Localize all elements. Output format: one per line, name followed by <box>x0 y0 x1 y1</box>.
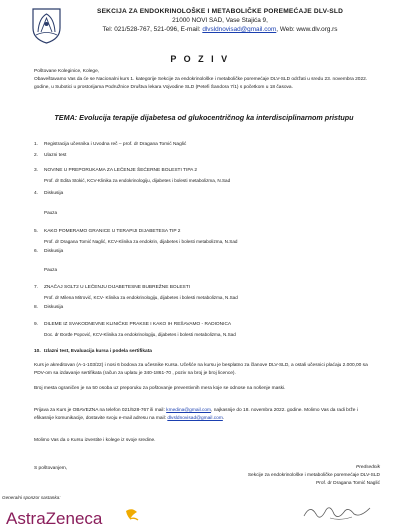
organization-contact <box>70 25 370 34</box>
item-number: 4. <box>34 191 39 196</box>
society-emblem-icon <box>30 6 63 44</box>
closing-note: Molimo Vas da o Kursu izvestite i kolege iz svoje sredine. <box>34 438 156 443</box>
signer-organization: Sekcije za endokrinološke i metaboličke poremećaje DLV-SLD <box>247 472 380 478</box>
handwritten-signature-icon <box>300 500 375 524</box>
greeting: Poštovane Koleginice, Kolege, <box>34 69 100 74</box>
course-topic: TEMA: Evolucija terapije dijabetesa od glukocentričnog ka interdisciplinarnom pristupu <box>54 113 354 122</box>
organization-name: SEKCIJA ZA ENDOKRINOLOŠKE I METABOLIČKE POREMEĆAJE DLV-SLD <box>96 8 344 15</box>
contact-prefix: Tel: 021/528-767, 521-096, E-mail: <box>102 26 203 33</box>
item-title: Registracija učesnika i Uvodna reč – prof. dr Dragana Tomić Naglić <box>44 142 187 147</box>
society-email-link[interactable]: dlvsldnovisad@gmail.com <box>167 415 223 421</box>
registration-email-link[interactable]: kmedina@gmail.com <box>166 408 212 413</box>
registration-end: . <box>222 415 225 421</box>
item-number: 10. <box>34 349 41 354</box>
capacity-paragraph: Broj mesta ograničen je na 50 osoba uz preporuku za poštovanje preventivnih mera koje se odnose na nošenje maski. <box>34 386 286 391</box>
registration-deadline-text: , najkasnije do 18. novembra 2022. godine. Molimo Vas da radi brže i efikasnije komunikacije, dostavite svoju e-mail adresu na mail: <box>34 408 358 421</box>
signature-block <box>220 464 380 487</box>
item-title: Diskusija <box>44 191 64 196</box>
organization-address: 21000 NOVI SAD, Vase Stajića 9, <box>172 17 268 24</box>
organization-email-link[interactable]: dlvsldnovisad@gmail.com <box>202 26 277 33</box>
item-title: Diskusija <box>44 305 64 310</box>
item-number: 3. <box>34 168 39 173</box>
item-title: Diskusija <box>44 249 64 254</box>
organization-header <box>70 7 370 34</box>
accreditation-paragraph: Kurs je akreditovan (A-1-103/22) i nosi 6 bodova za učesnike Kursa. Učešće na kursu je besplatno za članove DLV-SLD, a ostali učesnici plaćaju 2.000,00 sa PDV-om sa izdavanje sertifikata (račun za uplatu je 340-1861-70 , poziv na broj je broj licence). <box>34 363 368 376</box>
document-title: P O Z I V <box>170 54 230 64</box>
pause-label: Pauza <box>44 210 58 215</box>
item-number: 1. <box>34 142 39 147</box>
item-number: 8. <box>34 305 39 310</box>
pause-label: Pauza <box>44 267 58 272</box>
registration-text: Prijava za Kurs je OBAVEZNA na telefon 021/528-767 ili mail: <box>34 408 167 413</box>
item-title: DILEME IZ SVAKODNEVNE KLINIČKE PRAKSE I KAKO IH REŠAVAMO - RADIONICA <box>44 322 232 327</box>
item-title: Izlazni test, Evaluacija kursa i podela sertifikata <box>44 349 152 354</box>
item-number: 7. <box>34 285 39 290</box>
item-title: ZNAČAJ SGLT2 U LEČENJU DIJABETESNE BUBREŽNE BOLESTI <box>44 285 190 290</box>
item-speaker: Prof. dr Edita Stokić, KCV-Klinika za endokrinologiju, dijabetes i bolesti metabolizma, N.Sad <box>44 178 231 183</box>
web-address: , Web: www.dlv.org.rs <box>276 26 338 33</box>
item-title: NOVINE U PREPORUKAMA ZA LEČENJE ŠEĆERNE BOLESTI TIPA 2 <box>44 168 198 173</box>
item-number: 5. <box>34 229 39 234</box>
intro-paragraph: Obaveštavamo Vas da će se Nacionalni kurs 1. kategorije Sekcije za endokrinološke i metaboličke poremećaje DLV-SLD održati u sredu 23. novembra 2022. godine, u Subotici u prostorijama Podružnice Društva lekara Vojvodine SLD (Petefi Šandora 7/1) s početkom u 18 časova. <box>34 77 368 90</box>
signer-role: Predsednik <box>356 465 380 470</box>
item-title: KAKO POMERAMO GRANICE U TERAPIJI DIJABETESA TIP 2 <box>44 229 181 234</box>
item-title: Ulazni test <box>44 153 67 158</box>
regards: S poštovanjem, <box>34 466 68 471</box>
signer-name: Prof. dr Dragana Tomić Naglić <box>316 480 380 486</box>
item-speaker: Prof. dr Milena Mitrović, KCV- Klinika za endokrinologiju, dijabetes i bolesti metabolizma, N.Sad <box>44 295 238 300</box>
registration-paragraph <box>34 407 374 422</box>
item-speaker: Prof. dr Dragana Tomić Naglić, KCV-Klinika za endokrin, dijabetes i bolesti metabolizma, N.Sad <box>44 239 238 244</box>
item-number: 9. <box>34 322 39 327</box>
item-number: 2. <box>34 153 39 158</box>
sponsor-label: Generalni sponzor sastanka: <box>2 495 61 500</box>
sponsor-name: AstraZeneca <box>6 509 103 528</box>
item-number: 6. <box>34 249 39 254</box>
item-speaker: Doc. dr Đorđe Popović, KCV-Klinika za endokrinologiju, dijabetes i bolesti metabolizma, N.Sad <box>44 332 236 337</box>
astrazeneca-logo <box>6 506 141 528</box>
